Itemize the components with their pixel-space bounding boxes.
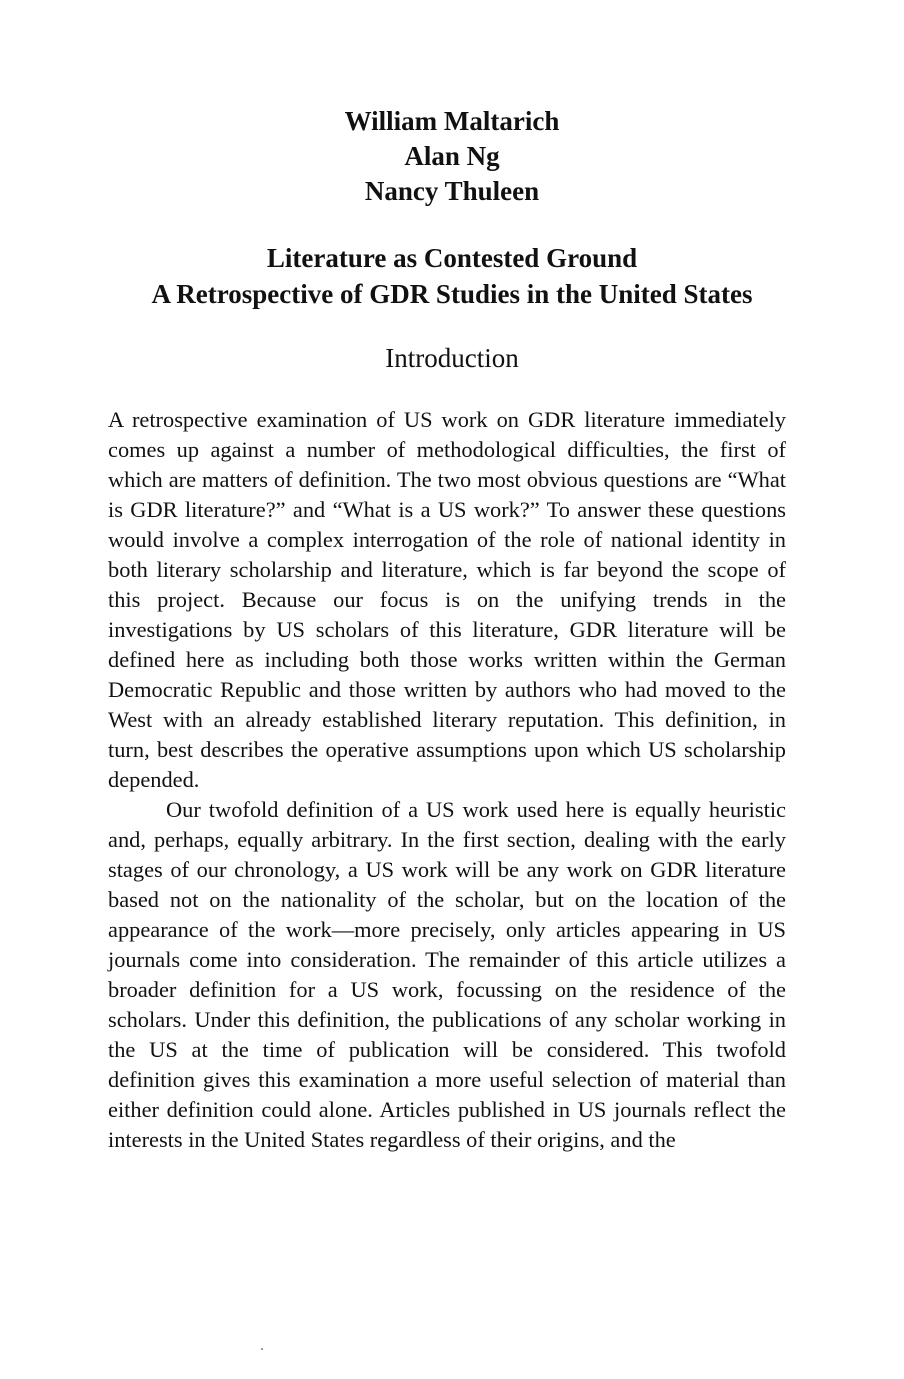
body-text — [108, 405, 786, 1155]
title-line-1: Literature as Contested Ground — [266, 243, 638, 273]
author-list — [0, 104, 904, 209]
paragraph: Our twofold definition of a US work used here is equally heuristic and, perhaps, equally arbitrary. In the first section, dealing with the early stages of our chronology, a US work will be any work on GDR literature based not on the nationality of the scholar, but on the location of the appearance of the work—more precisely, only articles appearing in US journals come into consideration. The remainder of this article utilizes a broader definition for a US work, focussing on the residence of the scholars. Under this definition, the publications of any scholar working in the US at the time of publication will be considered. This twofold definition gives this examination a more useful selection of material than either definition could alone. Articles published in US journals reflect the interests in the United States regardless of their origins, and the — [108, 797, 786, 1152]
section-heading: Introduction — [385, 343, 519, 373]
author-name: Nancy Thuleen — [364, 176, 540, 206]
title-line-2: A Retrospective of GDR Studies in the United States — [151, 279, 753, 309]
paragraph: A retrospective examination of US work on GDR literature immediately comes up against a number of methodological difficulties, the first of which are matters of definition. The two most obvious questions are “What is GDR literature?” and “What is a US work?” To answer these questions would involve a complex interrogation of the role of national identity in both literary scholarship and literature, which is far beyond the scope of this project. Because our focus is on the unifying trends in the investigations by US scholars of this literature, GDR literature will be defined here as including both those works written within the German Democratic Republic and those written by authors who had moved to the West with an already established literary reputation. This definition, in turn, best describes the operative assumptions upon which US scholarship depended. — [108, 407, 786, 792]
article-title — [0, 240, 904, 312]
scan-speck — [261, 1348, 263, 1350]
author-name: Alan Ng — [404, 141, 500, 171]
author-name: William Maltarich — [344, 106, 560, 136]
